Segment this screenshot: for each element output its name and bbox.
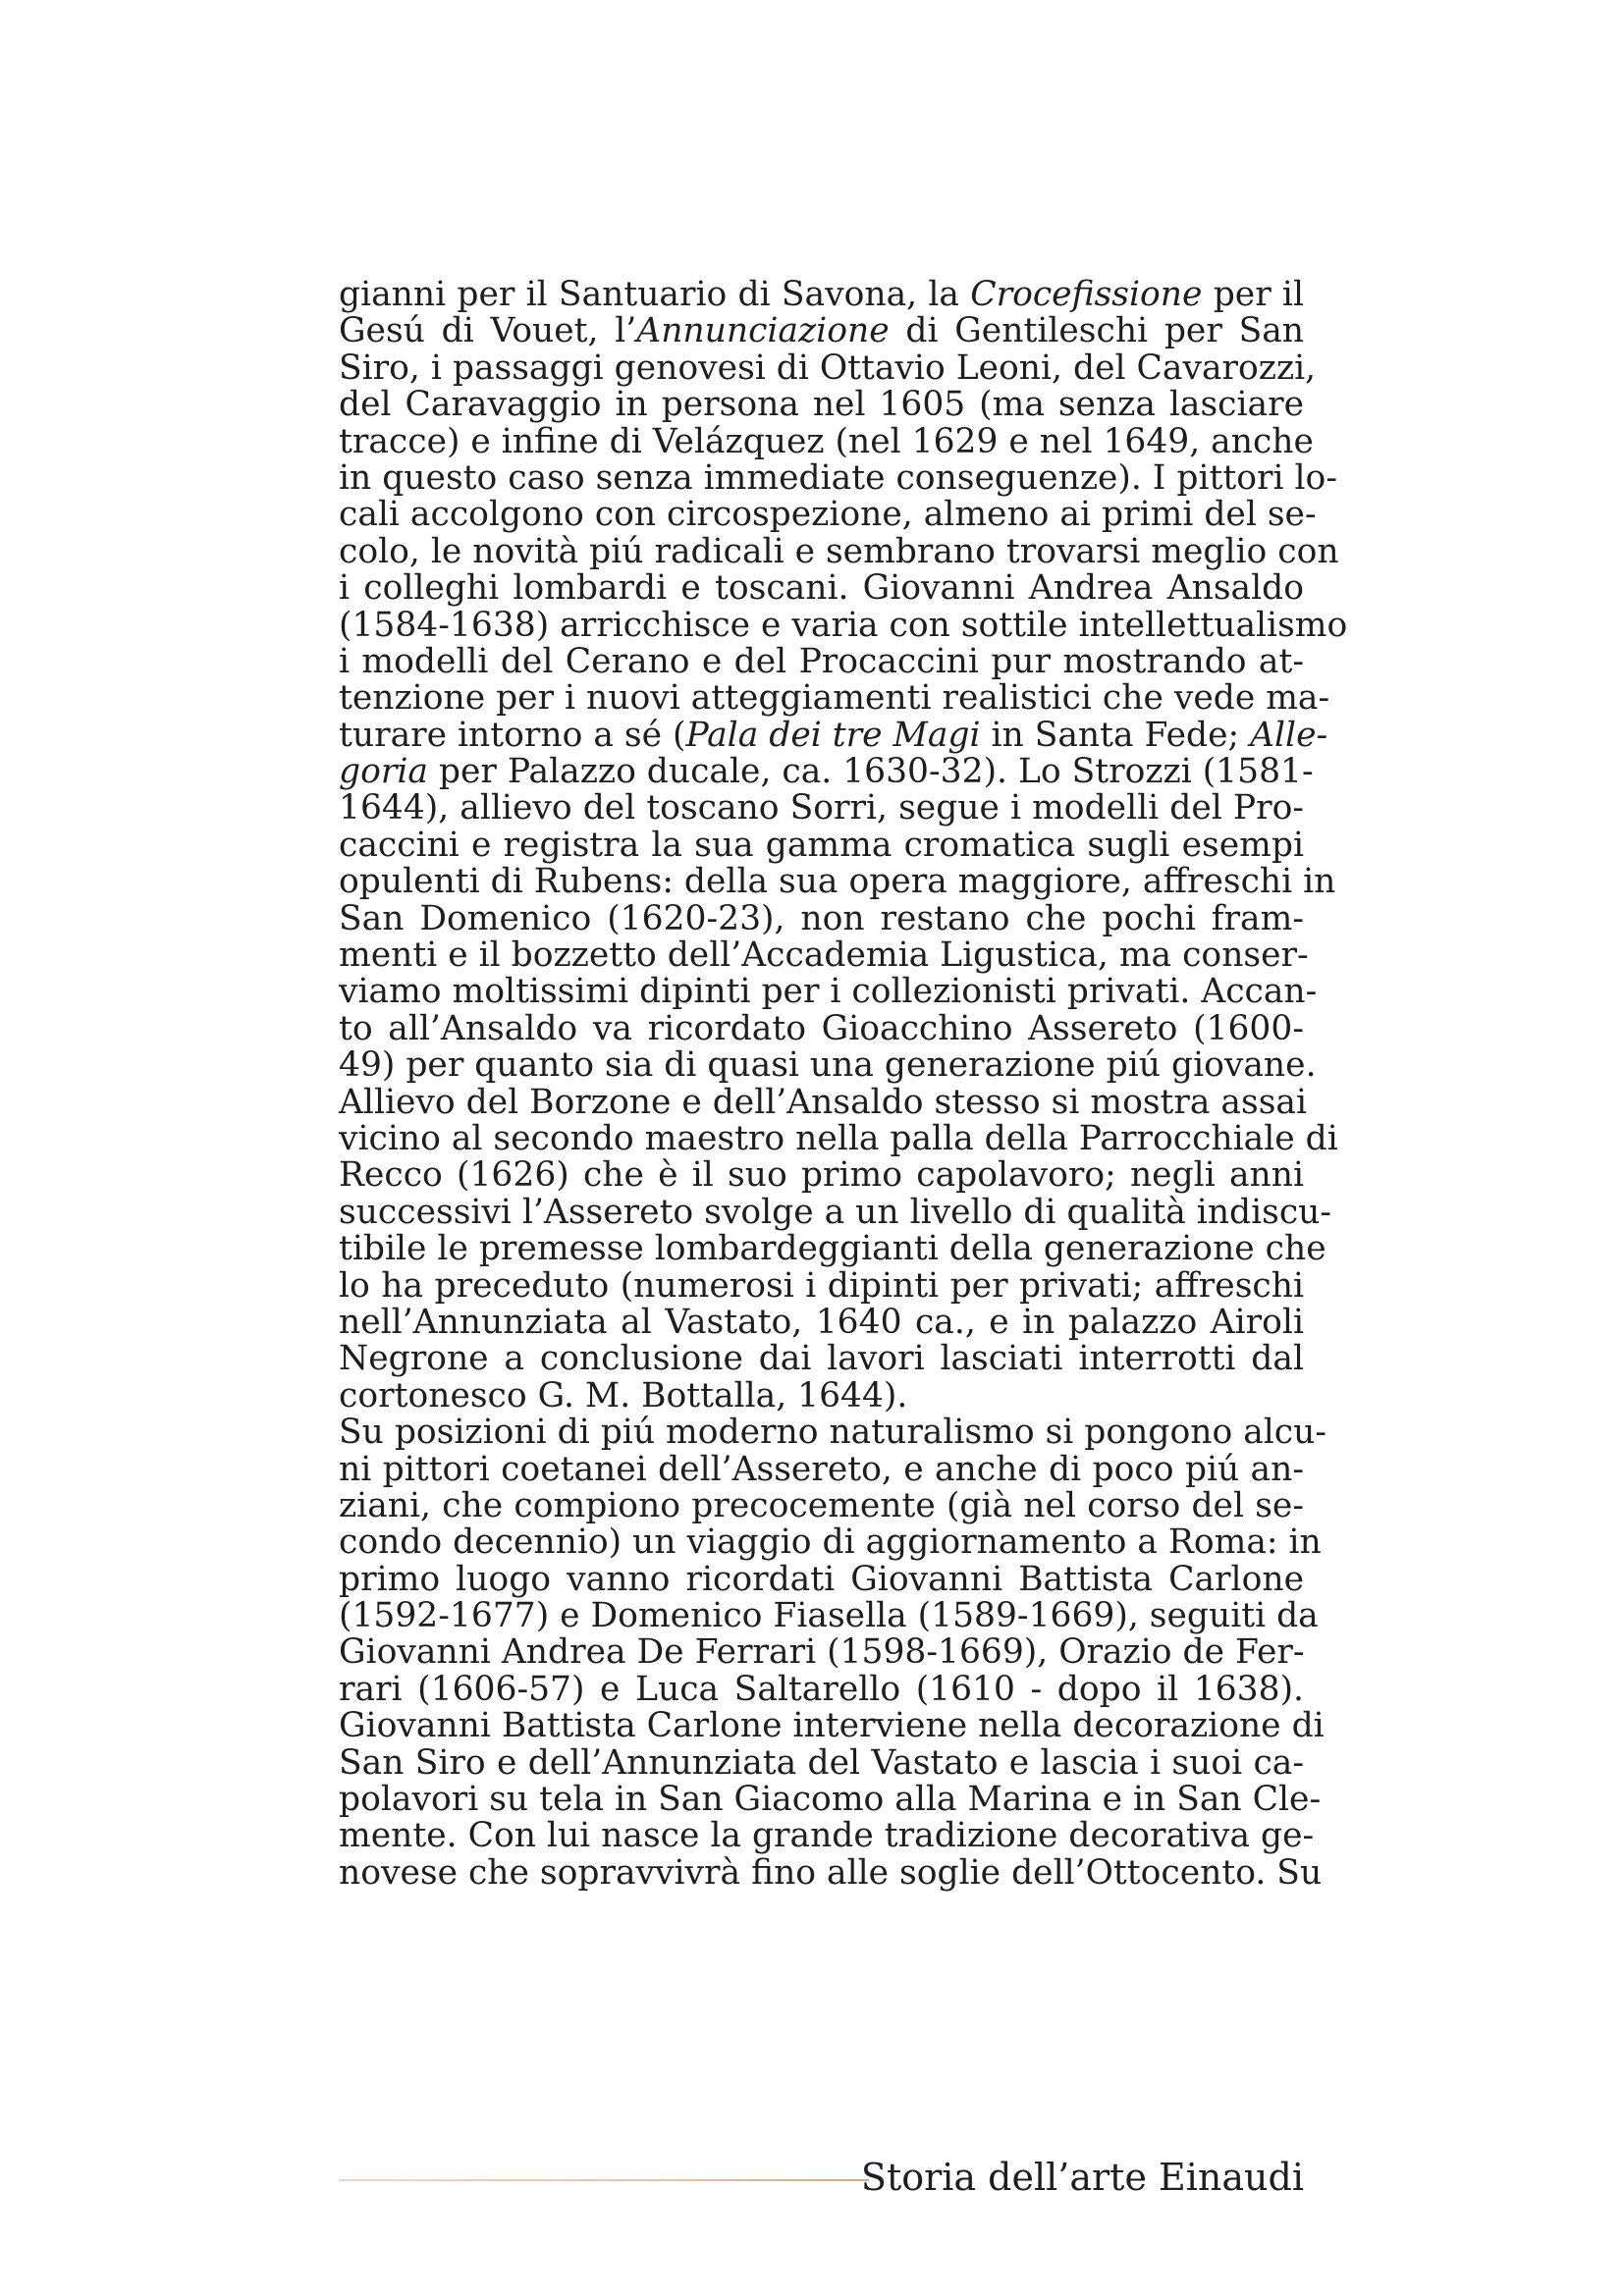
text-run: novese che sopravvivrà fino alle soglie dell’Ottocento. Su bbox=[339, 1852, 1323, 1893]
text-run: tibile le premesse lombardeggianti della generazione che bbox=[339, 1229, 1326, 1269]
text-run: Recco (1626) che è il suo primo capolavoro; negli anni bbox=[339, 1155, 1304, 1196]
text-line bbox=[339, 641, 1304, 681]
text-run: rari (1606-57) e Luca Saltarello (1610 - dopo il 1638). bbox=[339, 1669, 1304, 1709]
text-run: viamo moltissimi dipinti per i collezionisti privati. Accan- bbox=[339, 972, 1318, 1012]
text-line bbox=[339, 1118, 1338, 1158]
text-run: 1644), allievo del toscano Sorri, segue i modelli del Pro- bbox=[339, 788, 1304, 828]
text-line bbox=[339, 1559, 1304, 1599]
text-line bbox=[339, 570, 1304, 607]
text-run: polavori su tela in San Giacomo alla Marina e in San Cle- bbox=[339, 1780, 1322, 1820]
text-line bbox=[339, 1780, 1322, 1820]
text-line bbox=[339, 1669, 1304, 1709]
text-line bbox=[339, 277, 1304, 313]
text-line bbox=[339, 1706, 1325, 1746]
text-line bbox=[339, 1852, 1323, 1893]
text-run: condo decennio) un viaggio di aggiornamento a Roma: in bbox=[339, 1522, 1322, 1563]
text-run: nell’Annunziata al Vastato, 1640 ca., e in palazzo Airoli bbox=[339, 1302, 1304, 1342]
text-run: 49) per quanto sia di quasi una generazione piú giovane. bbox=[339, 1045, 1317, 1086]
text-line bbox=[339, 347, 1317, 388]
text-run: per il bbox=[1202, 275, 1304, 314]
text-run: vicino al secondo maestro nella palla della Parrocchiale di bbox=[339, 1118, 1338, 1158]
italic-title: goria bbox=[339, 752, 428, 792]
text-run: Su posizioni di piú moderno naturalismo si pongono alcu- bbox=[339, 1413, 1326, 1453]
footer-title: Storia dell’arte Einaudi bbox=[860, 2156, 1304, 2199]
text-line bbox=[339, 678, 1330, 719]
text-line bbox=[339, 1157, 1304, 1194]
text-line bbox=[339, 1265, 1304, 1306]
text-line bbox=[339, 1008, 1304, 1048]
text-run: primo luogo vanno ricordati Giovanni Battista Carlone bbox=[339, 1559, 1304, 1599]
text-run: (1584-1638) arricchisce e varia con sottile intellettualismo bbox=[339, 605, 1348, 645]
italic-title: Annunciazione bbox=[636, 311, 890, 351]
text-run: i colleghi lombardi e toscani. Giovanni Andrea Ansaldo bbox=[339, 568, 1304, 609]
text-line bbox=[339, 825, 1304, 865]
text-run: i modelli del Cerano e del Procaccini pur mostrando at- bbox=[339, 641, 1304, 681]
text-run: per Palazzo ducale, ca. 1630-32). Lo Strozzi (1581- bbox=[427, 752, 1314, 792]
text-line bbox=[339, 1192, 1332, 1232]
text-run: Negrone a conclusione dai lavori lasciati interrotti dal bbox=[339, 1339, 1304, 1379]
body-text bbox=[339, 275, 1348, 1893]
text-run: cali accolgono con circospezione, almeno ai primi del se- bbox=[339, 495, 1317, 535]
text-line bbox=[339, 790, 1304, 827]
text-line bbox=[339, 752, 1314, 792]
page-footer bbox=[339, 2156, 1304, 2205]
text-run: in Santa Fede; bbox=[980, 715, 1251, 755]
text-line bbox=[339, 457, 1337, 498]
text-run: ziani, che compiono precocemente (già nel corso del se- bbox=[339, 1485, 1304, 1525]
italic-title: Alle- bbox=[1250, 715, 1328, 755]
text-run: colo, le novità piú radicali e sembrano trovarsi meglio con bbox=[339, 531, 1339, 571]
text-run: opulenti di Rubens: della sua opera maggiore, affreschi in bbox=[339, 862, 1336, 902]
text-line bbox=[339, 495, 1317, 535]
text-line bbox=[339, 605, 1348, 645]
italic-title: Crocefissione bbox=[970, 275, 1203, 314]
text-line bbox=[339, 531, 1339, 571]
text-run: Gesú di Vouet, l’ bbox=[339, 311, 637, 351]
text-line bbox=[339, 1596, 1319, 1636]
text-run: Allievo del Borzone e dell’Ansaldo stesso si mostra assai bbox=[339, 1082, 1308, 1122]
text-run: Giovanni Andrea De Ferrari (1598-1669), Orazio de Fer- bbox=[339, 1632, 1305, 1673]
text-line bbox=[339, 1742, 1304, 1783]
text-run: Siro, i passaggi genovesi di Ottavio Leoni, del Cavarozzi, bbox=[339, 347, 1317, 388]
text-run: in questo caso senza immediate conseguenze). I pittori lo- bbox=[339, 457, 1337, 498]
text-run: del Caravaggio in persona nel 1605 (ma senza lasciare bbox=[339, 385, 1304, 425]
text-run: ni pittori coetanei dell’Assereto, e anche di poco piú an- bbox=[339, 1449, 1304, 1489]
text-run: caccini e registra la sua gamma cromatica sugli esempi bbox=[339, 825, 1304, 865]
text-line bbox=[339, 1082, 1308, 1122]
text-line bbox=[339, 862, 1336, 902]
text-line bbox=[339, 1522, 1322, 1563]
text-run: San Domenico (1620-23), non restano che pochi fram- bbox=[339, 898, 1304, 938]
text-line bbox=[339, 935, 1309, 976]
text-line bbox=[339, 1229, 1326, 1269]
text-run: gianni per il Santuario di Savona, la bbox=[339, 275, 971, 314]
text-run: Giovanni Battista Carlone interviene nella decorazione di bbox=[339, 1706, 1325, 1746]
text-run: turare intorno a sé ( bbox=[339, 715, 686, 755]
text-run: mente. Con lui nasce la grande tradizione decorativa ge- bbox=[339, 1816, 1315, 1856]
text-line bbox=[339, 1634, 1304, 1671]
text-run: menti e il bozzetto dell’Accademia Ligustica, ma conser- bbox=[339, 935, 1309, 976]
text-line bbox=[339, 1449, 1304, 1489]
text-line bbox=[339, 972, 1318, 1012]
text-run: to all’Ansaldo va ricordato Gioacchino Assereto (1600- bbox=[339, 1008, 1304, 1048]
text-line bbox=[339, 387, 1304, 423]
text-line bbox=[339, 1816, 1315, 1856]
text-line bbox=[339, 1413, 1326, 1453]
text-run: successivi l’Assereto svolge a un livello di qualità indiscu- bbox=[339, 1192, 1332, 1232]
text-run: lo ha preceduto (numerosi i dipinti per privati; affreschi bbox=[339, 1265, 1304, 1306]
text-line bbox=[339, 421, 1314, 461]
text-run: di Gentileschi per San bbox=[889, 311, 1305, 351]
text-run: tracce) e infine di Velázquez (nel 1629 e nel 1649, anche bbox=[339, 421, 1314, 461]
text-run: (1592-1677) e Domenico Fiasella (1589-1669), seguiti da bbox=[339, 1596, 1319, 1636]
text-line bbox=[339, 1341, 1304, 1377]
text-line bbox=[339, 313, 1304, 349]
text-line bbox=[339, 715, 1328, 755]
text-line bbox=[339, 1485, 1304, 1525]
italic-title: Pala dei tre Magi bbox=[685, 715, 981, 755]
text-line bbox=[339, 1045, 1317, 1086]
text-line bbox=[339, 1302, 1304, 1342]
text-line bbox=[339, 898, 1304, 938]
text-line bbox=[339, 1375, 1304, 1415]
text-run: San Siro e dell’Annunziata del Vastato e lascia i suoi ca- bbox=[339, 1742, 1304, 1783]
text-run: cortonesco G. M. Bottalla, 1644). bbox=[339, 1375, 908, 1415]
footer-rule bbox=[339, 2179, 869, 2181]
text-run: tenzione per i nuovi atteggiamenti realistici che vede ma- bbox=[339, 678, 1330, 719]
